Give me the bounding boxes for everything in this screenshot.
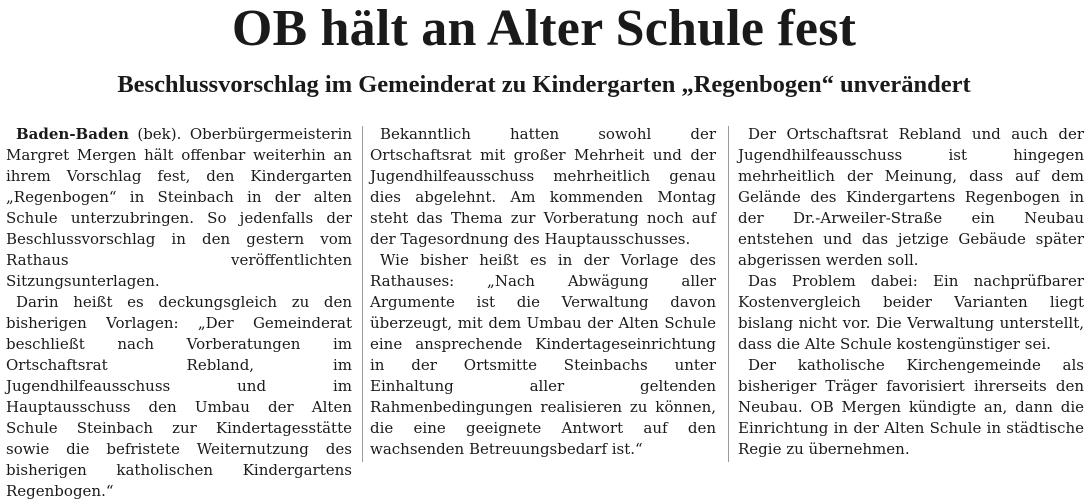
subheadline: Beschlussvorschlag im Gemeinderat zu Kindergarten „Regenbogen“ unverändert [117, 71, 971, 98]
article-column-1 [6, 124, 352, 502]
lead-paragraph [6, 124, 352, 292]
byline: (bek). [128, 125, 182, 143]
headline: OB hält an Alter Schule fest [231, 0, 857, 57]
paragraph: Darin heißt es deckungsgleich zu den bisherigen Vorlagen: „Der Gemeinderat beschließt nach Vorberatungen im Ortschaftsrat Rebland, im Jugendhilfeausschuss und im Hauptausschuss den Umbau der Alten Schule Steinbach zur Kindertagesstätte sowie die befristete Weiternutzung des bisherigen katholischen Kindergartens Regenbogen.“ [6, 293, 352, 500]
article-column-2 [370, 124, 716, 460]
paragraph: Wie bisher heißt es in der Vorlage des Rathauses: „Nach Abwägung aller Argumente ist die Verwaltung davon überzeugt, mit dem Umbau der Alten Schule eine ansprechende Kindertageseinrichtung in der Ortsmitte Steinbachs unter Einhaltung aller geltenden Rahmenbedingungen realisieren zu können, die eine geeignete Antwort auf den wachsenden Betreuungsbedarf ist.“ [370, 251, 716, 458]
lead-text: Oberbürgermeisterin Margret Mergen hält offenbar weiterhin an ihrem Vorschlag fest, den Kindergarten „Regenbogen“ in Steinbach in der alten Schule unterzubringen. So jedenfalls der Beschlussvorschlag in den gestern vom Rathaus veröffentlichten Sitzungsunterlagen. [6, 125, 352, 290]
article-column-3 [738, 124, 1084, 460]
paragraph: Der katholische Kirchengemeinde als bisheriger Träger favorisiert ihrerseits den Neubau. OB Mergen kündigte an, dann die Einrichtung in der Alten Schule in städtische Regie zu übernehmen. [738, 356, 1084, 458]
paragraph: Der Ortschaftsrat Rebland und auch der Jugendhilfeausschuss ist hingegen mehrheitlich der Meinung, dass auf dem Gelände des Kindergartens Regenbogen in der Dr.-Arweiler-Straße ein Neubau entstehen und das jetzige Gebäude später abgerissen werden soll. [738, 125, 1084, 269]
dateline: Baden-Baden [16, 125, 129, 143]
paragraph: Bekanntlich hatten sowohl der Ortschaftsrat mit großer Mehrheit und der Jugendhilfeausschuss mehrheitlich genau dies abgelehnt. Am kommenden Montag steht das Thema zur Vorberatung noch auf der Tagesordnung des Hauptausschusses. [370, 125, 716, 248]
paragraph: Das Problem dabei: Ein nachprüfbarer Kostenvergleich beider Varianten liegt bislang nicht vor. Die Verwaltung unterstellt, dass die Alte Schule kostengünstiger sei. [738, 272, 1084, 353]
column-divider [728, 126, 729, 462]
column-divider [362, 126, 363, 462]
